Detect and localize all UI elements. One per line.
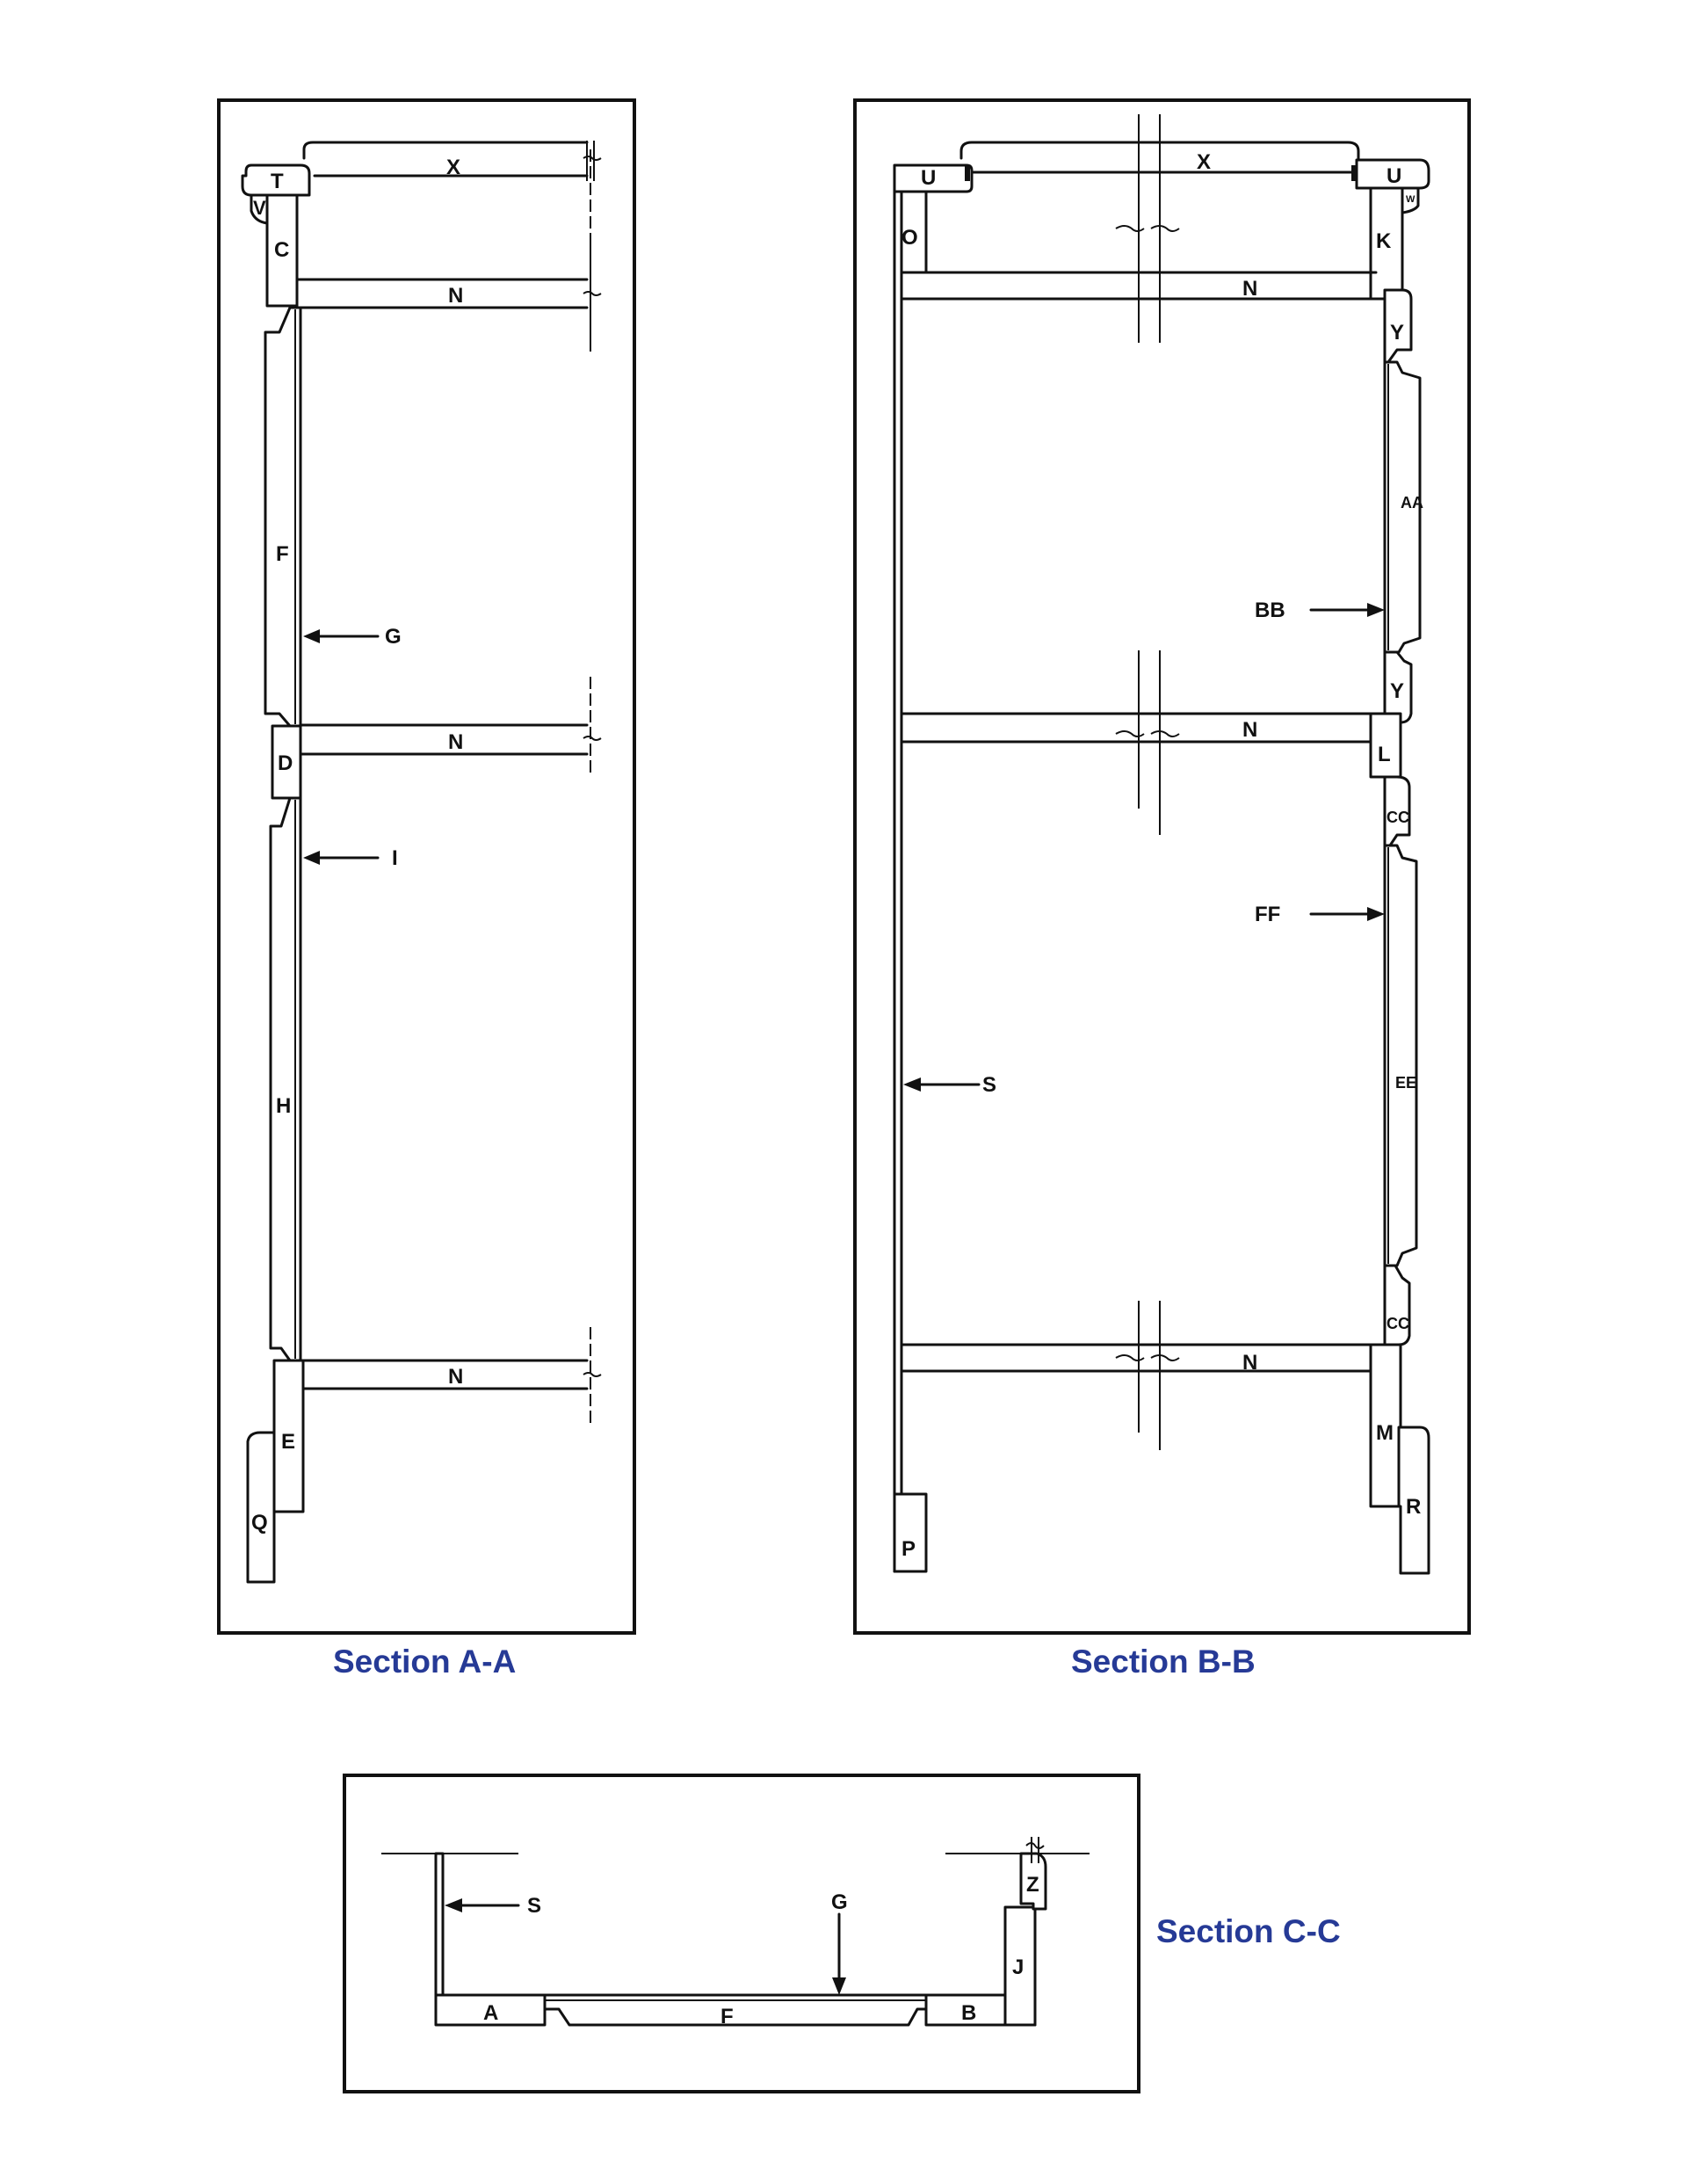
label-u-left: U	[921, 166, 937, 190]
label-g-c: G	[831, 1890, 848, 1914]
arrow-s-c	[445, 1898, 518, 1912]
label-a: A	[483, 2001, 499, 2025]
label-l: L	[1378, 743, 1391, 766]
part-q	[248, 1433, 274, 1582]
label-o: O	[901, 226, 918, 250]
section-a-a-drawing	[219, 100, 634, 1633]
arrow-ff	[1311, 907, 1385, 921]
arrow-g-c	[832, 1914, 846, 1995]
shelf-n-b-2	[901, 714, 1372, 742]
shelf-n-b-3	[901, 1345, 1372, 1371]
label-s-c: S	[527, 1894, 542, 1918]
label-n-b-1: N	[1242, 277, 1258, 301]
label-c: C	[274, 238, 290, 262]
label-x: X	[446, 156, 461, 179]
label-w: W	[1406, 194, 1415, 205]
label-n-b-3: N	[1242, 1351, 1258, 1375]
caption-section-a-a: Section A-A	[333, 1643, 517, 1680]
label-cc-2: CC	[1387, 1315, 1409, 1332]
label-g: G	[385, 625, 402, 649]
label-n-3: N	[448, 1365, 464, 1389]
label-t: T	[271, 170, 284, 193]
label-q: Q	[251, 1511, 268, 1535]
label-f-c: F	[720, 2005, 734, 2028]
label-n-1: N	[448, 284, 464, 308]
label-bb: BB	[1255, 599, 1285, 622]
label-j: J	[1012, 1955, 1025, 1979]
label-i: I	[392, 846, 398, 870]
part-cc-2	[1385, 1266, 1409, 1345]
label-r: R	[1406, 1495, 1422, 1519]
label-k: K	[1376, 229, 1392, 253]
label-m: M	[1376, 1421, 1394, 1445]
shelf-n-2	[300, 677, 601, 773]
label-b: B	[961, 2001, 977, 2025]
label-cc-1: CC	[1387, 809, 1409, 826]
section-b-b-drawing	[855, 100, 1469, 1633]
label-e: E	[281, 1430, 296, 1454]
arrow-bb	[1311, 603, 1385, 617]
label-x-b: X	[1197, 150, 1212, 174]
part-s	[894, 192, 901, 1571]
label-s-b: S	[982, 1073, 997, 1097]
break-lines	[1116, 114, 1179, 1450]
arrow-i	[303, 851, 378, 865]
caption-section-c-c: Section C-C	[1156, 1913, 1341, 1949]
label-n-b-2: N	[1242, 718, 1258, 742]
part-s-c	[436, 1854, 443, 1995]
section-c-c-drawing	[344, 1775, 1139, 2092]
label-p: P	[901, 1537, 916, 1561]
part-ee	[1385, 845, 1416, 1266]
label-n-2: N	[448, 730, 464, 754]
label-ff: FF	[1255, 903, 1281, 926]
arrow-s-b	[903, 1077, 979, 1092]
label-u-right: U	[1387, 164, 1402, 188]
label-f: F	[276, 542, 289, 566]
label-z: Z	[1026, 1873, 1039, 1897]
label-ee: EE	[1395, 1074, 1417, 1092]
arrow-g	[303, 629, 378, 643]
caption-section-b-b: Section B-B	[1071, 1643, 1256, 1680]
label-y-2: Y	[1390, 679, 1405, 703]
label-d: D	[278, 751, 293, 775]
label-h: H	[276, 1094, 292, 1118]
label-aa: AA	[1401, 494, 1423, 512]
label-v: V	[253, 197, 266, 219]
label-y-1: Y	[1390, 321, 1405, 345]
